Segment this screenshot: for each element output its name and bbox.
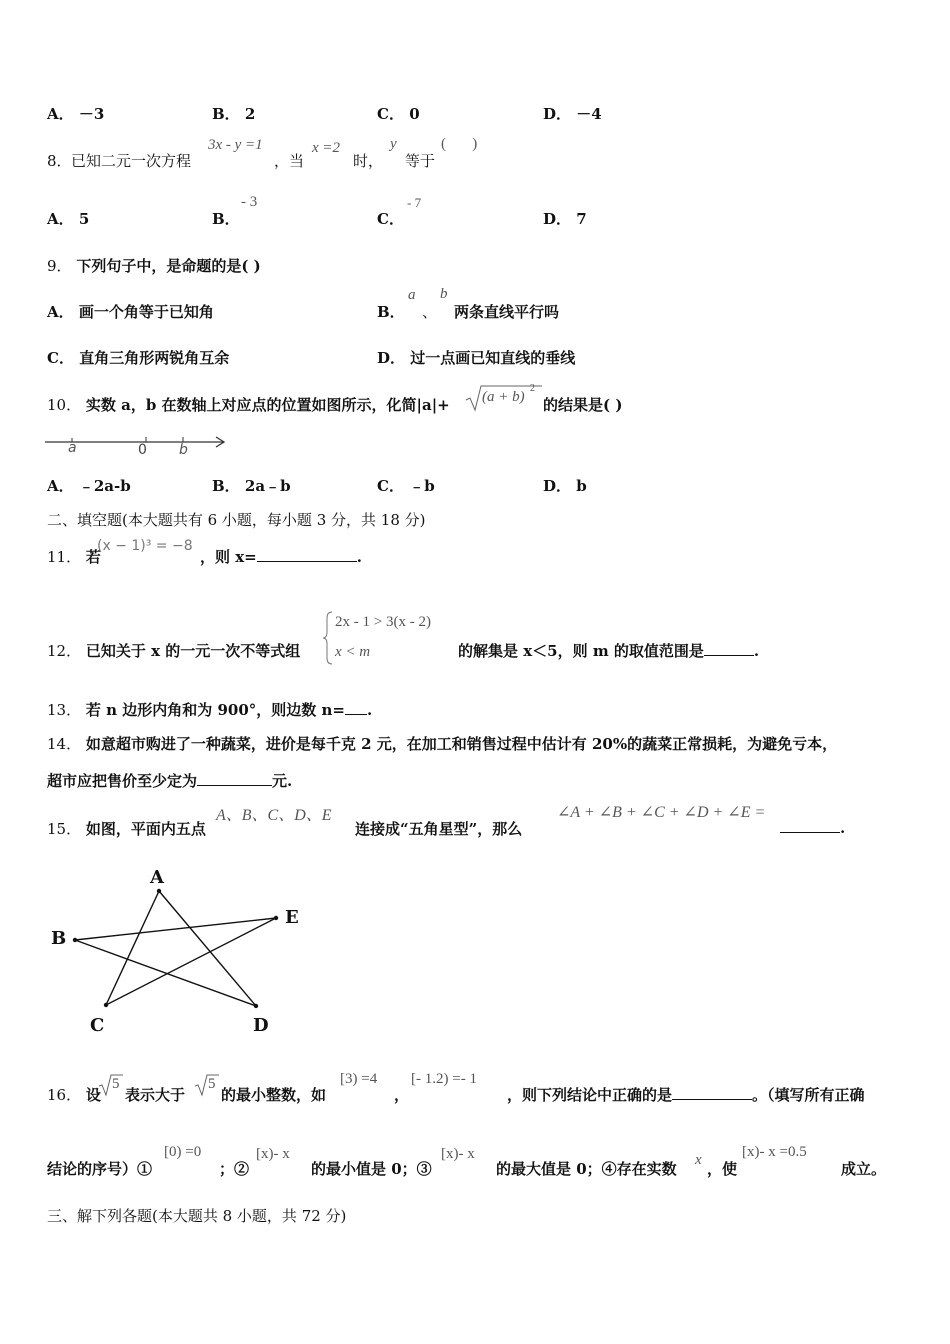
q12-inequality-1: 2x - 1 > 3(x - 2): [335, 614, 431, 630]
q10-exponent: 2: [530, 383, 535, 394]
q9-option-b-a: a: [408, 287, 416, 303]
q16-stem-mid1: 表示大于: [125, 1086, 186, 1104]
star-label-e: E: [285, 907, 299, 928]
q10-option-d: D． b: [543, 477, 587, 495]
star-label-a: A: [150, 867, 164, 888]
q9-stem: 9． 下列句子中，是命题的是( ): [47, 257, 261, 275]
star-label-c: C: [90, 1015, 105, 1036]
q16-stem-pre: 16． 设: [47, 1086, 101, 1104]
q15-answer-blank[interactable]: [780, 818, 840, 833]
q16-sqrt-2: 5: [194, 1073, 220, 1097]
q10-option-c: C． ﹣b: [377, 477, 435, 495]
section-2-heading: 二、填空题(本大题共有 6 小题，每小题 3 分，共 18 分): [47, 511, 426, 529]
q14-answer-blank[interactable]: [197, 771, 272, 786]
q10-option-a: A． ﹣2a-b: [47, 477, 131, 495]
q9-option-b-sep: 、: [422, 303, 438, 321]
q8-stem-mid: ，当: [274, 152, 305, 170]
q7-option-c: C． 0: [377, 105, 420, 123]
q9-option-a: A． 画一个角等于已知角: [47, 303, 214, 321]
q16-example-2: [- 1.2) =- 1: [411, 1071, 477, 1087]
q12-inequality-system: [322, 610, 457, 666]
q12-stem-post: 的解集是 x＜5，则 m 的取值范围是 .: [458, 642, 760, 660]
axis-label-b: b: [179, 442, 188, 458]
q16-conclusion-2: [x)- x: [256, 1146, 290, 1162]
q11-answer-blank[interactable]: [257, 547, 357, 562]
q14-line-1: 14． 如意超市购进了一种蔬菜，进价是每千克 2 元，在加工和销售过程中估计有 20%的蔬菜正常损耗，为避免亏本，: [47, 735, 838, 753]
q8-option-d: D． 7: [543, 210, 587, 228]
q16-sep-1: ；②: [219, 1160, 250, 1178]
star-label-d: D: [253, 1015, 269, 1036]
axis-label-zero: 0: [138, 442, 147, 458]
q16-stem-mid3: ，则下列结论中正确的是 。（填写所有正确: [507, 1086, 865, 1104]
q16-sqrt-1: 5: [98, 1073, 124, 1097]
number-line: [45, 432, 230, 462]
q7-option-b: B． 2: [212, 105, 256, 123]
brace-icon: [322, 610, 334, 666]
section-3-heading: 三、解下列各题(本大题共 8 小题，共 72 分): [47, 1207, 347, 1225]
q7-option-a: A． －3: [47, 105, 105, 123]
q8-variable: y: [390, 136, 397, 152]
q14-line-2: 超市应把售价至少定为 元.: [47, 772, 293, 790]
q11-number: 11． 若: [47, 548, 101, 566]
q15-stem-pre: 15． 如图，平面内五点: [47, 820, 206, 838]
q16-conclusion-3: [x)- x: [441, 1146, 475, 1162]
q16-answer-blank[interactable]: [672, 1085, 752, 1100]
q16-stem-mid2: 的最小整数，如: [221, 1086, 327, 1104]
axis-label-a: a: [68, 440, 77, 456]
q16-text-4: ，使: [707, 1160, 738, 1178]
q10-radicand: (a + b): [482, 389, 525, 405]
q16-text-5: 成立。: [841, 1160, 887, 1178]
q10-stem-post: 的结果是( ): [543, 396, 623, 414]
q8-option-a: A． 5: [47, 210, 90, 228]
q16-conclusion-1: [0) =0: [164, 1144, 202, 1160]
q9-option-b: B．: [377, 303, 405, 321]
q8-option-c-value: - 7: [407, 195, 422, 210]
q12-inequality-2: x < m: [335, 644, 371, 660]
q16-conclusion-4: [x)- x =0.5: [742, 1144, 807, 1160]
q8-answer-paren: ( ): [441, 136, 478, 152]
q8-condition: x =2: [312, 140, 341, 156]
five-point-star-diagram: [45, 865, 310, 1040]
q11-stem-post: ，则 x= .: [200, 548, 362, 566]
q9-option-b-b: b: [440, 286, 448, 302]
q8-stem-mid2: 时，: [353, 152, 384, 170]
q16-line2-a: 结论的序号）①: [47, 1160, 153, 1178]
q8-option-b: B．: [212, 210, 240, 228]
radical-sign-icon: [194, 1073, 220, 1097]
radical-sign-icon: [98, 1073, 124, 1097]
q16-text-3: 的最大值是 0；④存在实数: [496, 1160, 677, 1178]
q12-answer-blank[interactable]: [704, 641, 754, 656]
q9-option-b-text: 两条直线平行吗: [454, 303, 560, 321]
q16-example-1: [3) =4: [340, 1071, 378, 1087]
q15-angle-expression: ∠A + ∠B + ∠C + ∠D + ∠E =: [557, 804, 766, 821]
q11-equation: (x − 1)³ = −8: [97, 538, 193, 554]
q16-comma: ，: [394, 1086, 410, 1104]
q10-option-b: B． 2a﹣b: [212, 477, 291, 495]
q15-answer: .: [780, 818, 845, 837]
q9-option-c: C． 直角三角形两锐角互余: [47, 349, 230, 367]
q9-option-d: D． 过一点画已知直线的垂线: [377, 349, 576, 367]
q8-number: 8．: [47, 152, 72, 170]
q8-stem-post: 等于: [405, 152, 436, 170]
q8-option-c: C．: [377, 210, 404, 228]
q16-variable-x: x: [695, 1152, 702, 1168]
q13-answer-blank[interactable]: [345, 700, 367, 715]
q15-points: A、B、C、D、E: [216, 807, 332, 824]
q7-option-d: D． －4: [543, 105, 602, 123]
q16-text-2: 的最小值是 0；③: [311, 1160, 432, 1178]
star-label-b: B: [51, 928, 67, 949]
q8-stem-pre: 已知二元一次方程: [71, 152, 192, 170]
q13-stem: 13． 若 n 边形内角和为 900°，则边数 n= .: [47, 701, 373, 719]
q8-equation: 3x - y =1: [208, 137, 263, 153]
q10-stem: 10． 实数 a，b 在数轴上对应点的位置如图所示，化简|a|+: [47, 396, 450, 414]
q8-option-b-value: - 3: [241, 194, 258, 210]
q12-stem-pre: 12． 已知关于 x 的一元一次不等式组: [47, 642, 301, 660]
q15-stem-mid: 连接成“五角星型”，那么: [355, 820, 523, 838]
star-figure: [45, 865, 310, 1040]
